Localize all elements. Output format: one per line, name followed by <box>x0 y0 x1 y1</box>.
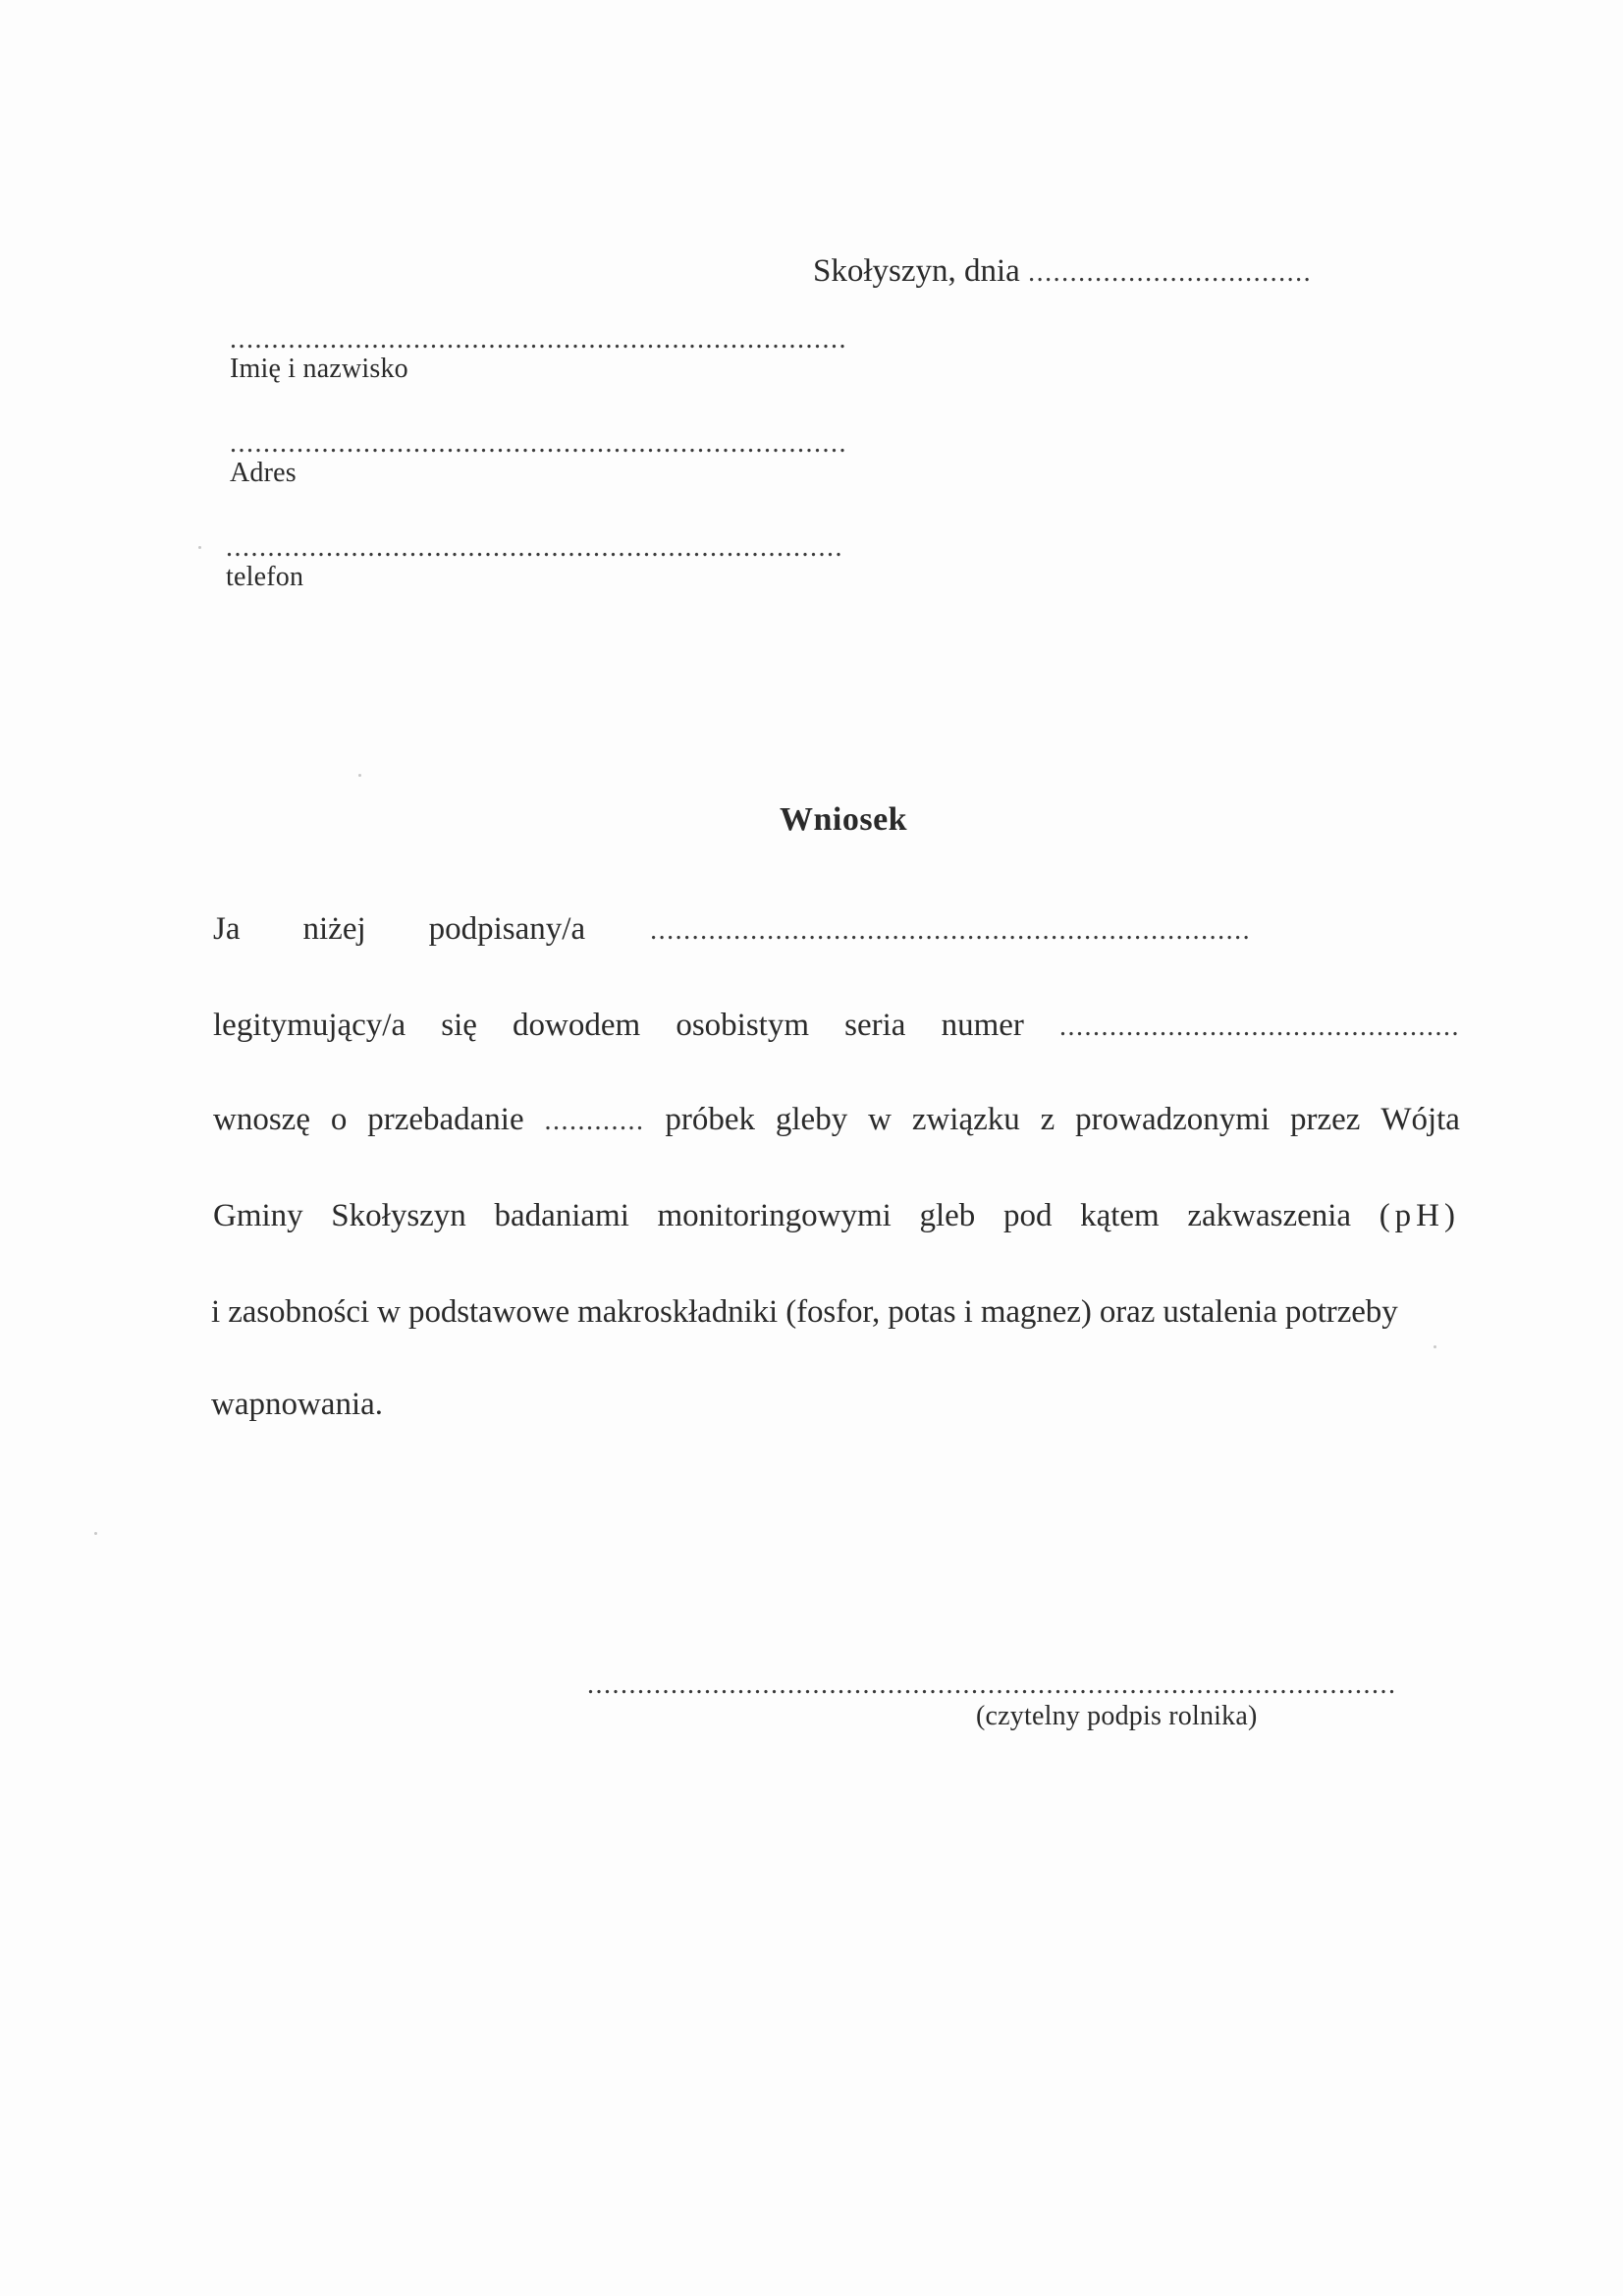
body-line-5: i zasobności w podstawowe makroskładniki (fosfor, potas i magnez) oraz ustalenia potrzeby <box>211 1294 1398 1330</box>
body-word: przebadanie <box>367 1102 524 1137</box>
body-word: niżej <box>302 911 366 947</box>
body-word: pod <box>1002 1198 1053 1233</box>
body-word: osobistym <box>676 1008 810 1043</box>
body-word: kątem <box>1080 1198 1160 1233</box>
body-word: prowadzonymi <box>1075 1102 1271 1137</box>
body-word: przez <box>1290 1102 1361 1137</box>
body-word: wnoszę <box>213 1102 310 1137</box>
scan-speck <box>1434 1345 1436 1348</box>
body-word: próbek <box>665 1102 756 1137</box>
place-date-line <box>813 253 1312 290</box>
body-word: numer <box>941 1008 1024 1043</box>
body-word: Gminy <box>213 1198 303 1233</box>
body-word: (pH) <box>1379 1198 1460 1233</box>
body-word: Skołyszyn <box>331 1198 466 1233</box>
body-word: Wójta <box>1380 1102 1460 1137</box>
body-word: zakwaszenia <box>1187 1198 1352 1233</box>
body-word: z <box>1040 1102 1055 1137</box>
body-word: w <box>868 1102 892 1137</box>
body-word: legitymujący/a <box>213 1008 406 1043</box>
body-line-1 <box>213 911 1460 948</box>
phone-fill-line: .......................................................................... <box>226 532 843 563</box>
body-word: badaniami <box>494 1198 629 1233</box>
name-label: Imię i nazwisko <box>230 354 408 384</box>
signature-fill-line: ................................................................................................. <box>587 1669 1397 1700</box>
body-word: związku <box>911 1102 1020 1137</box>
body-word: się <box>441 1008 477 1043</box>
body-line-6: wapnowania. <box>211 1387 384 1422</box>
body-word: gleb <box>919 1198 976 1233</box>
id-number-fill-line: ................................................ <box>1059 1011 1460 1042</box>
address-fill-line: .......................................................................... <box>230 428 847 459</box>
body-line-4 <box>213 1198 1460 1234</box>
place-date-fill-line: .................................. <box>1028 257 1313 288</box>
body-word: seria <box>844 1008 906 1043</box>
scan-speck <box>198 546 201 549</box>
document-title: Wniosek <box>780 801 908 838</box>
scan-speck <box>94 1532 97 1535</box>
address-label: Adres <box>230 458 297 488</box>
signature-label: (czytelny podpis rolnika) <box>976 1701 1258 1731</box>
name-fill-line: .......................................................................... <box>230 324 847 355</box>
body-word: o <box>330 1102 348 1137</box>
body-word: dowodem <box>513 1008 641 1043</box>
body-word: monitoringowymi <box>657 1198 892 1233</box>
place-date-label: Skołyszyn, dnia <box>813 253 1020 289</box>
signer-name-fill-line: ........................................................................ <box>650 915 1252 946</box>
phone-label: telefon <box>226 562 304 592</box>
body-line-3 <box>213 1102 1460 1138</box>
body-line-2 <box>213 1008 1460 1044</box>
scan-speck <box>358 774 361 777</box>
body-word: podpisany/a <box>428 911 586 947</box>
body-word: Ja <box>213 911 241 947</box>
sample-count-fill-line: ............ <box>544 1106 645 1136</box>
body-word: gleby <box>775 1102 848 1137</box>
